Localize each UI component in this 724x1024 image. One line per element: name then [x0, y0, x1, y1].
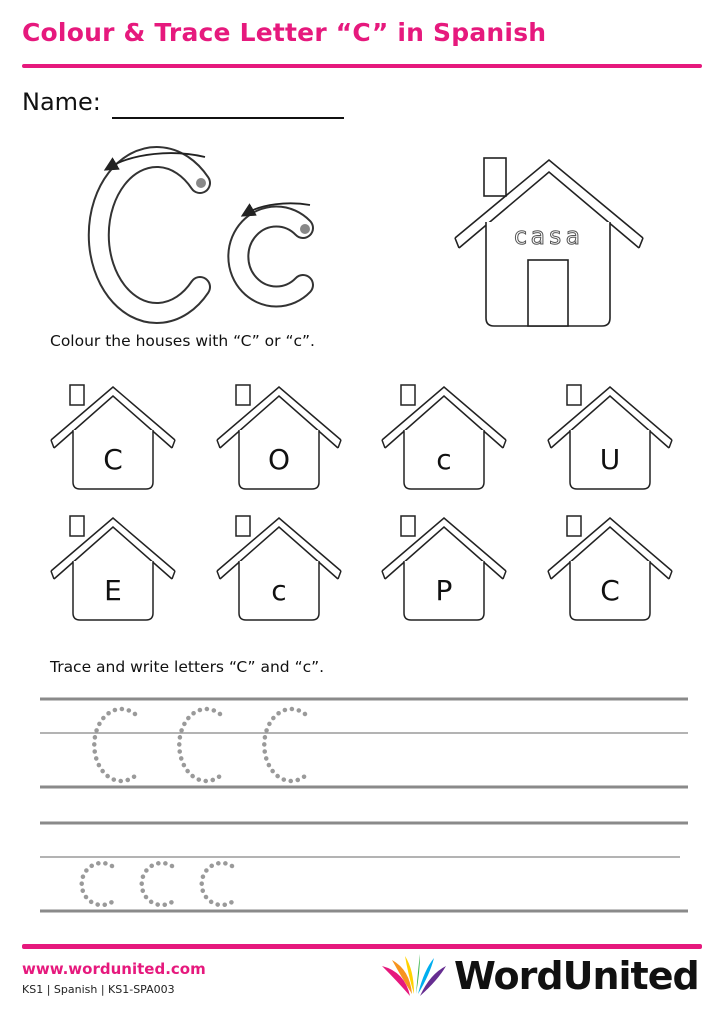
- small-letter-c-outline: [238, 203, 310, 296]
- house-icon[interactable]: [217, 385, 341, 489]
- house-letter: O: [267, 443, 291, 476]
- trace-instruction: Trace and write letters “C” and “c”.: [50, 658, 325, 676]
- house-icon[interactable]: [548, 516, 672, 620]
- handwriting-lines-upper: [40, 699, 688, 823]
- traceable-small-c-group: [82, 863, 232, 905]
- trace-letter-C: [179, 709, 220, 781]
- handwriting-lines-lower: [40, 857, 688, 911]
- house-icon-large: [455, 158, 643, 326]
- house-icon[interactable]: [217, 516, 341, 620]
- traceable-capital-C-group: [94, 709, 305, 781]
- house-letter: P: [435, 574, 453, 607]
- trace-letter-C: [264, 709, 305, 781]
- colour-instruction: Colour the houses with “C” or “c”.: [50, 332, 315, 350]
- trace-letter-c: [82, 863, 112, 905]
- house-letter: c: [436, 443, 452, 476]
- trace-letter-c: [202, 863, 232, 905]
- page-title: Colour & Trace Letter “C” in Spanish: [22, 18, 547, 47]
- footer-code: KS1 | Spanish | KS1-SPA003: [22, 983, 175, 996]
- house-icon[interactable]: [382, 385, 506, 489]
- houses-grid: [51, 385, 672, 620]
- start-dot-icon: [196, 178, 206, 188]
- house-letter: C: [103, 443, 123, 476]
- house-icon[interactable]: [548, 385, 672, 489]
- house-letter: c: [271, 574, 287, 607]
- big-letter-C-outline: [99, 153, 206, 313]
- house-icon[interactable]: [382, 516, 506, 620]
- trace-letter-c: [142, 863, 172, 905]
- footer-url[interactable]: www.wordunited.com: [22, 960, 206, 978]
- house-icon[interactable]: [51, 516, 175, 620]
- name-label: Name:: [22, 88, 101, 116]
- start-dot-icon: [300, 224, 310, 234]
- brand-name: WordUnited: [454, 954, 699, 998]
- wordunited-logo-icon: [382, 954, 446, 996]
- house-letter: U: [599, 443, 621, 476]
- trace-letter-C: [94, 709, 135, 781]
- house-letter: C: [600, 574, 620, 607]
- house-icon[interactable]: [51, 385, 175, 489]
- hero-word: casa: [513, 222, 583, 250]
- footer-divider: [22, 944, 702, 949]
- house-letter: E: [104, 574, 122, 607]
